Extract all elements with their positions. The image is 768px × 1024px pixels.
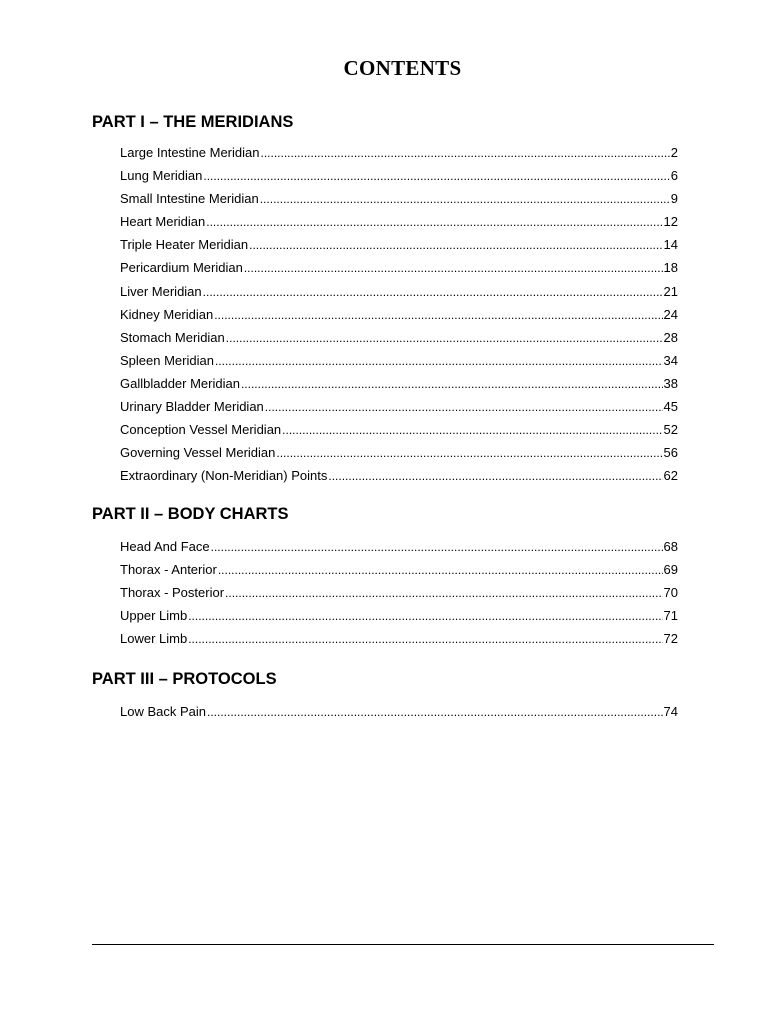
dot-leader <box>244 257 663 280</box>
toc-entry-large-intestine-meridian[interactable] <box>120 141 678 164</box>
toc-entry-label: Pericardium Meridian <box>120 260 243 276</box>
toc-entry-page: 24 <box>663 306 678 322</box>
toc-entry-thorax-posterior[interactable] <box>120 581 678 604</box>
toc-entry-head-and-face[interactable] <box>120 535 678 558</box>
toc-entry-label: Upper Limb <box>120 608 188 624</box>
part-3-entries <box>92 700 678 723</box>
part-3-section <box>92 669 678 723</box>
toc-entry-page: 71 <box>663 608 678 624</box>
dot-leader <box>328 465 662 488</box>
toc-entry-small-intestine-meridian[interactable] <box>120 187 678 210</box>
toc-entry-page: 62 <box>663 468 678 484</box>
toc-entry-label: Extraordinary (Non-Meridian) Points <box>120 468 328 484</box>
toc-entry-page: 38 <box>663 375 678 391</box>
toc-entry-page: 74 <box>663 704 678 719</box>
toc-entry-page: 28 <box>663 329 678 345</box>
toc-entry-label: Liver Meridian <box>120 283 202 299</box>
toc-entry-label: Head And Face <box>120 539 210 554</box>
dot-leader <box>214 304 662 327</box>
toc-entry-low-back-pain[interactable] <box>120 700 678 723</box>
toc-entry-label: Urinary Bladder Meridian <box>120 399 264 415</box>
toc-entry-label: Small Intestine Meridian <box>120 191 259 207</box>
dot-leader <box>188 605 662 628</box>
part-1-heading: PART I – THE MERIDIANS <box>92 113 294 131</box>
toc-entry-heart-meridian[interactable] <box>120 210 678 233</box>
toc-entry-label: Kidney Meridian <box>120 306 214 322</box>
part-3-heading: PART III – PROTOCOLS <box>92 670 277 688</box>
toc-entry-thorax-anterior[interactable] <box>120 558 678 581</box>
toc-entry-page: 2 <box>670 145 678 160</box>
dot-leader <box>215 350 663 373</box>
toc-entry-page: 9 <box>670 191 678 207</box>
toc-entry-lung-meridian[interactable] <box>120 164 678 187</box>
toc-entry-triple-heater-meridian[interactable] <box>120 233 678 256</box>
toc-entry-label: Governing Vessel Meridian <box>120 445 276 461</box>
toc-entry-governing-vessel-meridian[interactable] <box>120 441 678 464</box>
dot-leader <box>260 142 669 165</box>
dot-leader <box>260 188 670 211</box>
toc-entry-stomach-meridian[interactable] <box>120 326 678 349</box>
dot-leader <box>207 701 663 724</box>
toc-entry-label: Large Intestine Meridian <box>120 145 260 160</box>
dot-leader <box>249 234 662 257</box>
toc-entry-page: 18 <box>663 260 678 276</box>
part-2-section <box>92 504 678 650</box>
dot-leader <box>206 211 662 234</box>
footer-rule <box>92 944 714 945</box>
dot-leader <box>188 628 662 651</box>
dot-leader <box>203 281 663 304</box>
toc-entry-label: Triple Heater Meridian <box>120 237 249 253</box>
dot-leader <box>226 327 663 350</box>
toc-entry-liver-meridian[interactable] <box>120 280 678 303</box>
dot-leader <box>211 536 663 559</box>
toc-entry-label: Lung Meridian <box>120 168 203 184</box>
toc-entry-label: Heart Meridian <box>120 214 206 230</box>
toc-entry-label: Gallbladder Meridian <box>120 375 240 391</box>
toc-entry-page: 70 <box>663 585 678 601</box>
toc-entry-spleen-meridian[interactable] <box>120 349 678 372</box>
part-2-heading: PART II – BODY CHARTS <box>92 505 289 523</box>
toc-entry-label: Low Back Pain <box>120 704 206 719</box>
toc-entry-label: Thorax - Posterior <box>120 585 225 601</box>
toc-entry-upper-limb[interactable] <box>120 604 678 627</box>
dot-leader <box>203 165 669 188</box>
toc-entry-label: Spleen Meridian <box>120 352 214 368</box>
toc-entry-gallbladder-meridian[interactable] <box>120 372 678 395</box>
dot-leader <box>225 582 662 605</box>
dot-leader <box>218 559 663 582</box>
toc-entry-page: 6 <box>670 168 678 184</box>
toc-entry-pericardium-meridian[interactable] <box>120 256 678 279</box>
toc-entry-label: Lower Limb <box>120 631 188 647</box>
toc-entry-page: 72 <box>663 631 678 647</box>
toc-entry-label: Thorax - Anterior <box>120 562 217 578</box>
part-2-entries <box>92 535 678 650</box>
part-1-entries <box>92 141 678 487</box>
toc-entry-page: 68 <box>663 539 678 554</box>
part-1-section <box>92 112 678 487</box>
page-title: CONTENTS <box>343 56 462 80</box>
toc-entry-page: 34 <box>663 352 678 368</box>
toc-entry-page: 14 <box>663 237 678 253</box>
dot-leader <box>276 442 662 465</box>
dot-leader <box>282 419 662 442</box>
toc-entry-urinary-bladder-meridian[interactable] <box>120 395 678 418</box>
toc-entry-label: Stomach Meridian <box>120 329 225 345</box>
toc-entry-page: 69 <box>663 562 678 578</box>
toc-entry-page: 52 <box>663 422 678 438</box>
dot-leader <box>241 373 663 396</box>
toc-entry-page: 45 <box>663 399 678 415</box>
toc-entry-kidney-meridian[interactable] <box>120 303 678 326</box>
dot-leader <box>265 396 663 419</box>
toc-entry-extraordinary-points[interactable] <box>120 464 678 487</box>
toc-entry-page: 12 <box>663 214 678 230</box>
toc-entry-page: 56 <box>663 445 678 461</box>
toc-entry-lower-limb[interactable] <box>120 627 678 650</box>
toc-entry-conception-vessel-meridian[interactable] <box>120 418 678 441</box>
toc-entry-page: 21 <box>663 283 678 299</box>
toc-entry-label: Conception Vessel Meridian <box>120 422 282 438</box>
